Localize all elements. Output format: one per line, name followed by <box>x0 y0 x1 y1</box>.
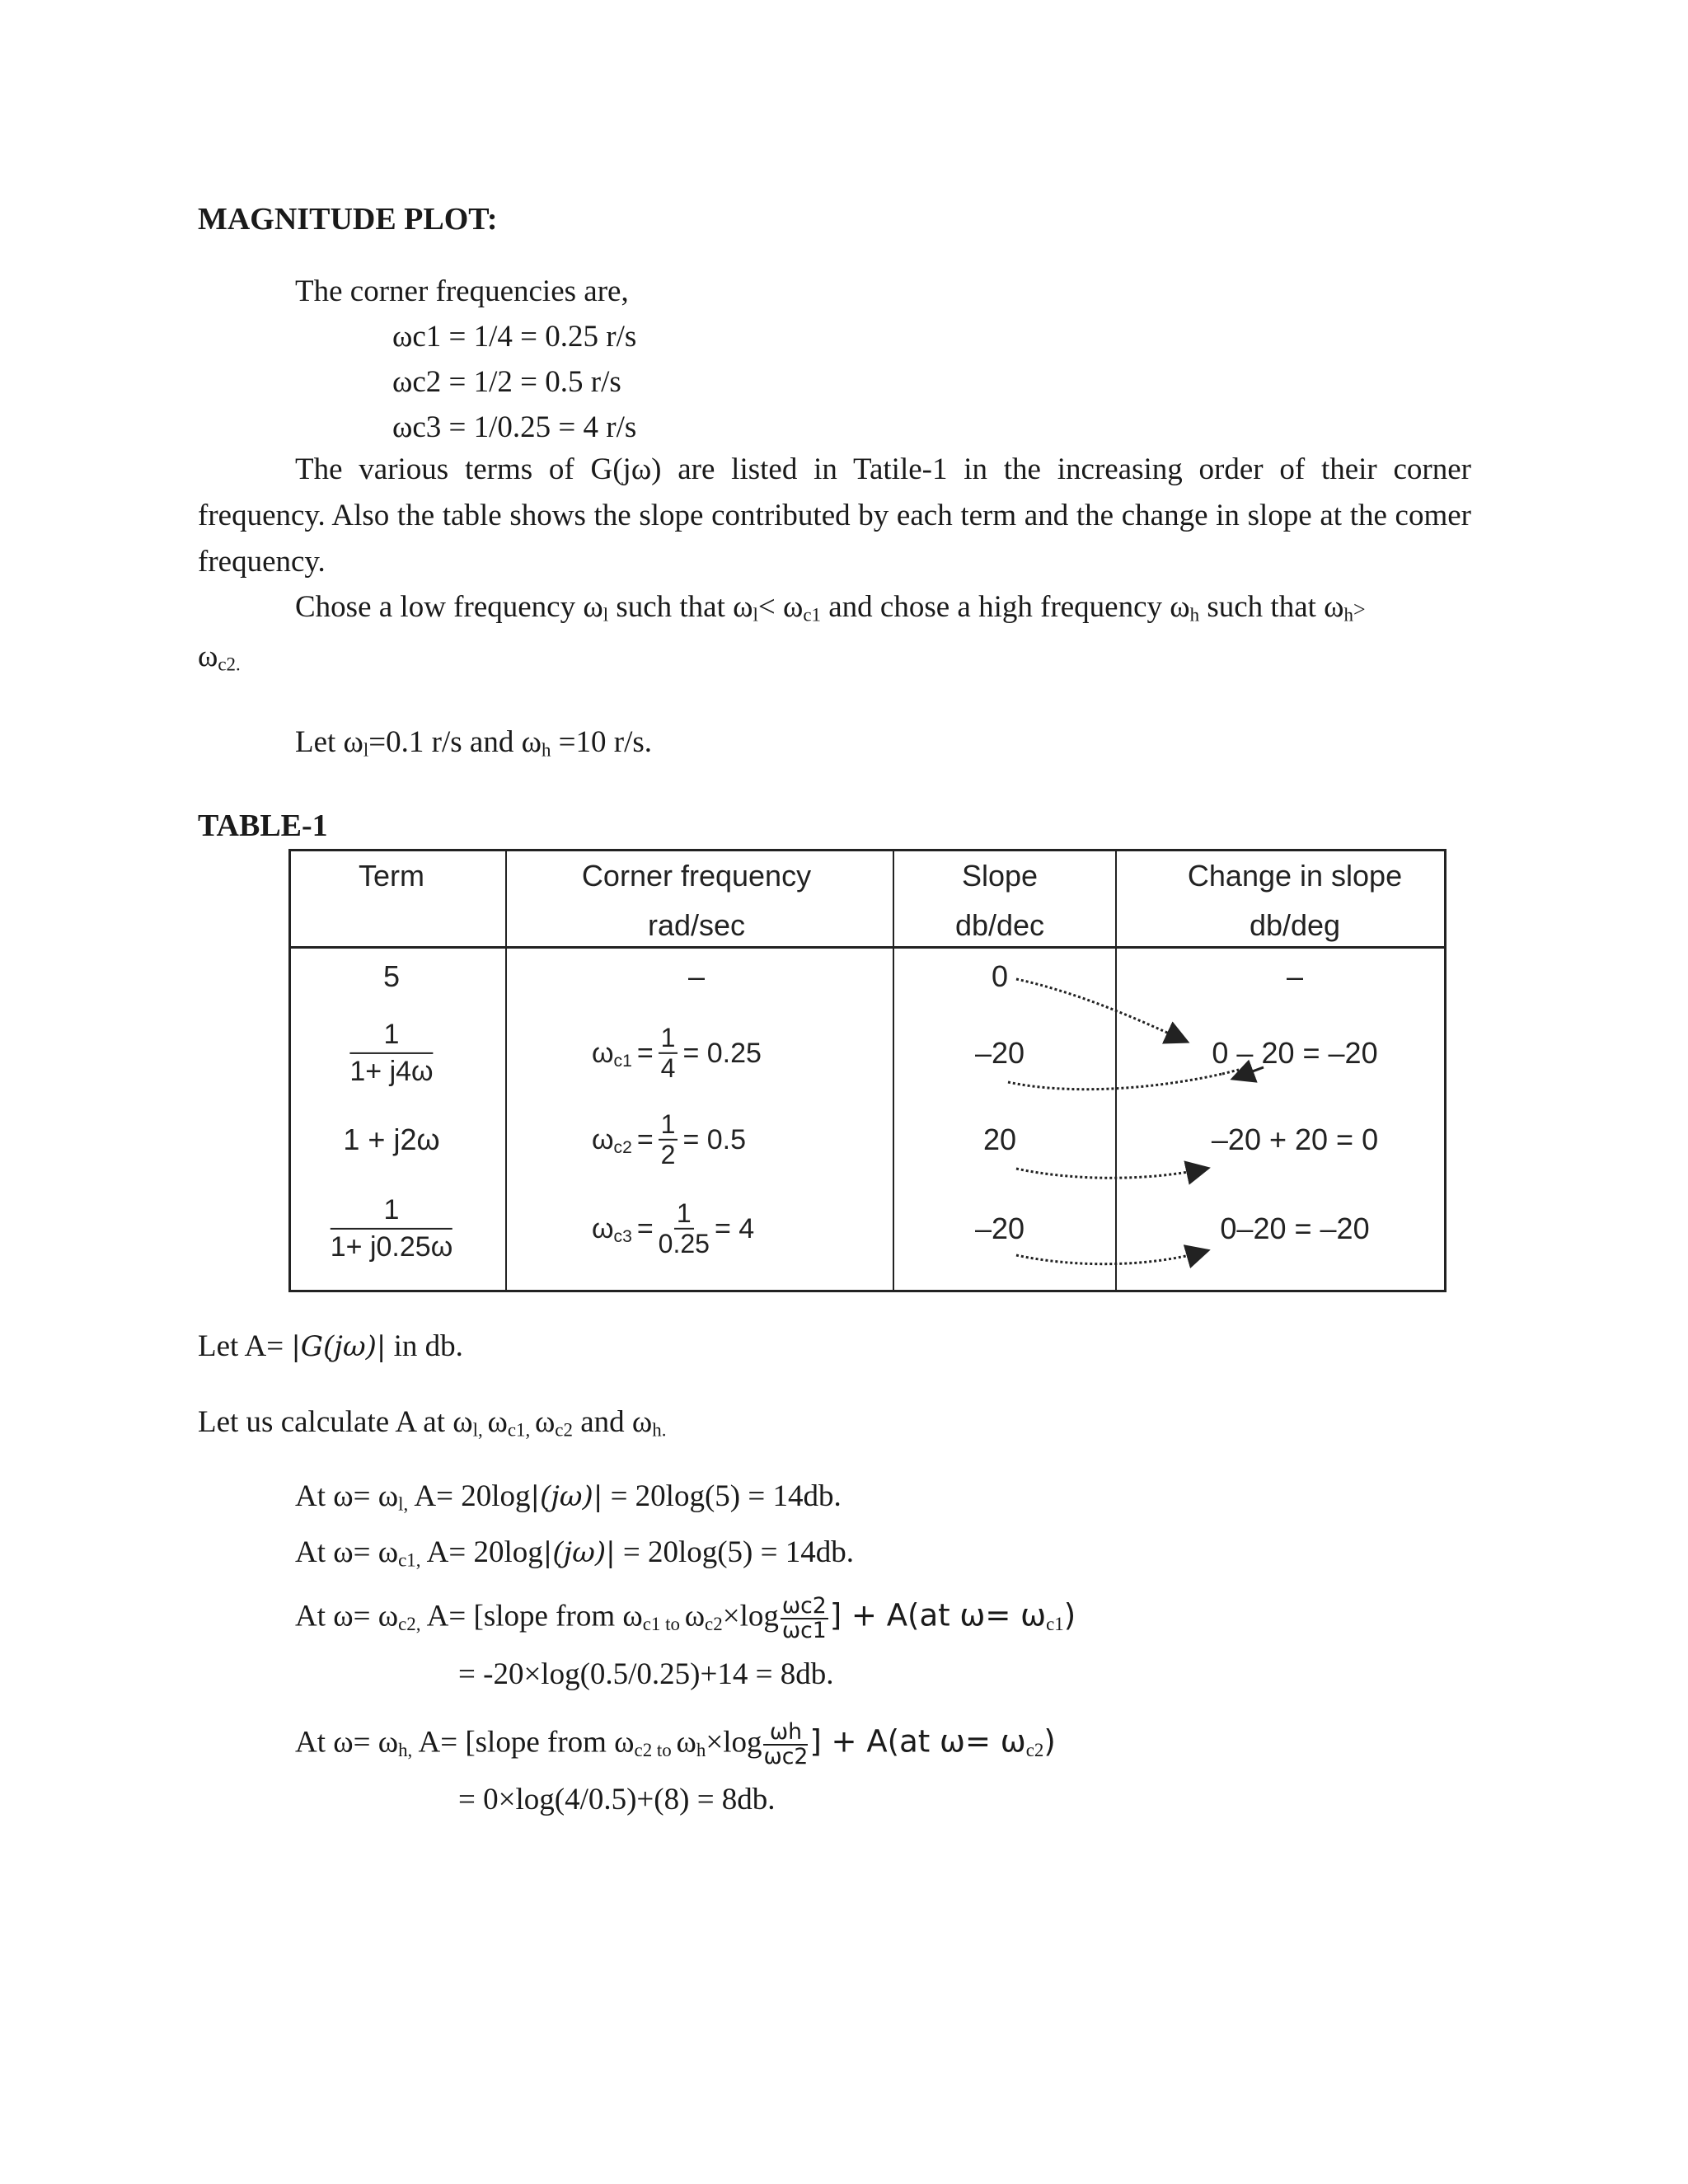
header-change-unit: db/deg <box>1249 908 1341 942</box>
table-cell-corner: $\omega_{c2}$ = $\frac{1}{2}$ = 0.5 <box>592 1108 747 1169</box>
calc-line-wc2: At $\omega= \omega_{c2,}$ A= [slope from $\omega_{c1 to}$ $\omega_{c2}\times\log$ $\frac{\omega c2}{\omega c1}$ ] + A(at $\omega= \omega_{c1}$) <box>295 1593 1076 1643</box>
paragraph-frequency-choice: Chose a low frequency $\omega_l$ such that $\omega_l< \omega_{c1}$ and chose a high frequency $\omega_h$ such that $\omega_h>$ <box>295 590 1366 626</box>
table-cell-slope: 20 <box>982 1122 1017 1156</box>
calc-line-wl: At $\omega= \omega_{l,}$ A= 20log|(jω)| = 20log(5) = 14db. <box>295 1479 842 1515</box>
arrow-row1 <box>1016 979 1185 1041</box>
calc-line-wh: At $\omega= \omega_{h,}$ A= [slope from $\omega_{c2 to}$ $\omega_h\times\log$ $\frac{\omega h}{\omega c2}$ ] + A(at $\omega= \omega_{c2}$) <box>295 1719 1056 1769</box>
table-cell-change: – <box>1286 959 1304 993</box>
let-frequencies: Let $\omega_l=0.1$ r/s and $\omega_h =10$ r/s. <box>295 725 653 761</box>
table-cell-corner: $\omega_{c3}$ = $\frac{1}{0.25}$ = 4 <box>592 1197 755 1258</box>
paragraph-frequency-choice-cont: $\omega_{c2.}$ <box>198 640 241 675</box>
table-cell-change: 0 – 20 = –20 <box>1212 1036 1378 1070</box>
corner-frequency-1: ωc1 = 1/4 = 0.25 r/s <box>392 320 637 354</box>
calc-line-wc1: At $\omega= \omega_{c1,}$ A= 20log|(jω)| = 20log(5) = 14db. <box>295 1535 854 1571</box>
table-cell-change: –20 + 20 = 0 <box>1211 1122 1379 1156</box>
table-cell-term: $\frac{1}{1+ j0.25\omega}$ <box>330 1193 453 1263</box>
table-cell-slope: 0 <box>991 959 1009 993</box>
arrow-row2 <box>1008 1074 1222 1090</box>
corner-frequency-2: ωc2 = 1/2 = 0.5 r/s <box>392 365 621 399</box>
calc-result-wc2: = -20×log(0.5/0.25)+14 = 8db. <box>458 1657 834 1691</box>
header-corner-unit: rad/sec <box>647 908 746 942</box>
table-cell-change: 0–20 = –20 <box>1220 1212 1370 1245</box>
header-corner-frequency: Corner frequency <box>581 859 812 893</box>
table-cell-slope: –20 <box>974 1036 1025 1070</box>
table-cell-term: 1 + j2ω <box>343 1122 440 1156</box>
intro-text: The corner frequencies are, <box>295 274 629 308</box>
calc-result-wh: = 0×log(4/0.5)+(8) = 8db. <box>458 1783 776 1816</box>
table-cell-corner: $\omega_{c1}$ = $\frac{1}{4}$ = 0.25 <box>592 1022 762 1083</box>
table-cell-corner: – <box>687 959 706 993</box>
table-cell-slope: –20 <box>974 1212 1025 1245</box>
paragraph-terms: The various terms of G(jω) are listed in Tatile-1 in the increasing order of their corner frequency. Also the table shows the slope contributed by each term and the change in slope at the comer frequency. <box>198 452 1471 579</box>
section-heading: MAGNITUDE PLOT: <box>198 202 498 237</box>
header-term: Term <box>359 859 424 893</box>
arrow-row3 <box>1016 1169 1206 1178</box>
arrow-row2c <box>1235 1067 1264 1078</box>
table-title: TABLE-1 <box>198 808 328 843</box>
arrow-row2b <box>1222 1070 1239 1074</box>
header-slope: Slope <box>961 859 1039 893</box>
table-cell-term: $\frac{1}{1+ j4\omega}$ <box>349 1018 434 1087</box>
calc-intro: Let us calculate A at $\omega_{l,}$ $\omega_{c1,}$ $\omega_{c2}$ and $\omega_{h.}$ <box>198 1405 667 1441</box>
slope-table <box>288 849 1447 1292</box>
arrow-row4 <box>1016 1251 1206 1264</box>
let-a-definition: Let A= |G(jω)| in db. <box>198 1329 463 1363</box>
header-change-in-slope: Change in slope <box>1187 859 1403 893</box>
slope-change-arrows <box>291 851 1445 1290</box>
header-slope-unit: db/dec <box>954 908 1045 942</box>
corner-frequency-3: ωc3 = 1/0.25 = 4 r/s <box>392 410 637 444</box>
table-cell-term: 5 <box>382 959 401 993</box>
